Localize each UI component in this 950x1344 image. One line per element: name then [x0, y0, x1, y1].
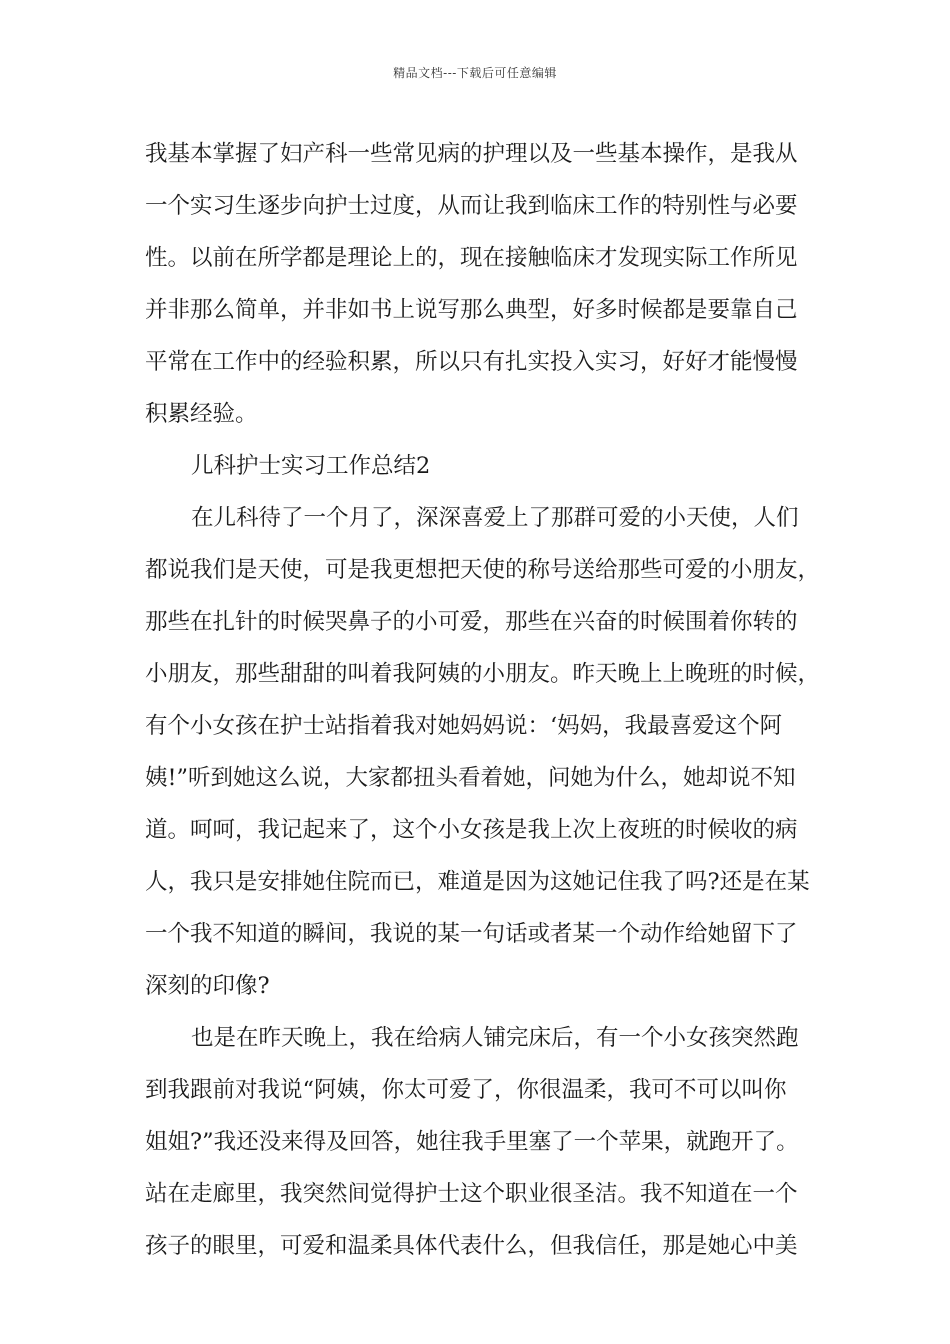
text-line: 我基本掌握了妇产科一些常见病的护理以及一些基本操作，是我从 [145, 141, 798, 167]
text-line: 人，我只是安排她住院而已，难道是因为这她记住我了吗?还是在某 [145, 869, 810, 895]
text-line: 孩子的眼里，可爱和温柔具体代表什么，但我信任，那是她心中美 [145, 1233, 798, 1259]
text-line: 小朋友，那些甜甜的叫着我阿姨的小朋友。昨天晚上上晚班的时候， [145, 661, 821, 687]
text-line: 一个实习生逐步向护士过度，从而让我到临床工作的特别性与必要 [145, 193, 798, 219]
text-line: 性。以前在所学都是理论上的，现在接触临床才发现实际工作所见 [145, 245, 798, 271]
page-header: 精品文档---下载后可任意编辑 [393, 66, 557, 80]
text-line: 那些在扎针的时候哭鼻子的小可爱，那些在兴奋的时候围着你转的 [145, 609, 798, 635]
text-line: 一个我不知道的瞬间，我说的某一句话或者某一个动作给她留下了 [145, 921, 798, 947]
text-line: 也是在昨天晚上，我在给病人铺完床后，有一个小女孩突然跑 [191, 1025, 799, 1051]
text-line: 姐姐?”我还没来得及回答，她往我手里塞了一个苹果，就跑开了。 [145, 1129, 799, 1155]
text-line: 在儿科待了一个月了，深深喜爱上了那群可爱的小天使，人们 [191, 505, 799, 531]
text-line: 并非那么简单，并非如书上说写那么典型，好多时候都是要靠自己 [145, 297, 798, 323]
text-line: 深刻的印像? [145, 973, 270, 999]
body-text [145, 128, 825, 1272]
text-line: 都说我们是天使，可是我更想把天使的称号送给那些可爱的小朋友， [145, 557, 821, 583]
text-line: 积累经验。 [145, 401, 258, 427]
text-line: 站在走廊里，我突然间觉得护士这个职业很圣洁。我不知道在一个 [145, 1181, 798, 1207]
text-line: 道。呵呵，我记起来了，这个小女孩是我上次上夜班的时候收的病 [145, 817, 798, 843]
text-line: 有个小女孩在护士站指着我对她妈妈说：‘妈妈，我最喜爱这个阿 [145, 713, 783, 739]
text-line: 姨!”听到她这么说，大家都扭头看着她，问她为什么，她却说不知 [145, 765, 796, 791]
text-line: 到我跟前对我说“阿姨，你太可爱了，你很温柔，我可不可以叫你 [145, 1077, 787, 1103]
section-heading: 儿科护士实习工作总结2 [191, 453, 431, 479]
text-line: 平常在工作中的经验积累，所以只有扎实投入实习，好好才能慢慢 [145, 349, 798, 375]
